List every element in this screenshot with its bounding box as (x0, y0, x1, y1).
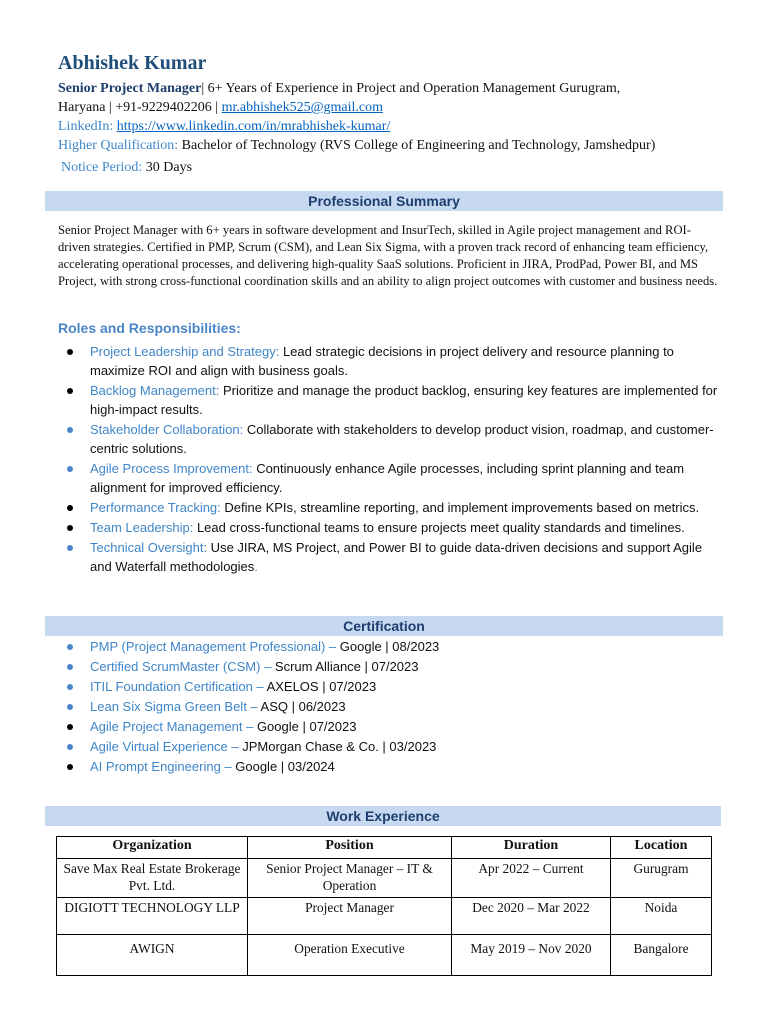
list-item (65, 518, 725, 537)
list-item (65, 757, 725, 777)
role-text: Use JIRA, MS Project, and Power BI to guide data-driven decisions and support Agile and Waterfall methodologies (90, 540, 703, 574)
job-title: Senior Project Manager (58, 81, 202, 96)
summary-paragraph: Senior Project Manager with 6+ years in software development and InsurTech, skilled in Agile project management and ROI-driven strategies. Certified in PMP, Scrum (CSM), and Lean Six Sigma, with a proven track record of enhancing team efficiency, accelerating operational processes, and delivering high-quality SaaS solutions. Proficient in JIRA, ProdPad, Power BI, and MS Project, with strong cross-functional coordination skills and an ability to align project outcomes with customer and business needs. (58, 223, 718, 288)
roles-list (65, 342, 725, 577)
certification-detail: Google | 08/2023 (339, 639, 440, 654)
header-line-qualification (58, 136, 655, 155)
qualification-label: Higher Qualification: (58, 138, 179, 153)
cell-organization: AWIGN (57, 935, 248, 976)
list-item (65, 717, 725, 737)
role-label: Technical Oversight: (90, 540, 208, 555)
table-row (57, 898, 712, 935)
linkedin-link[interactable]: https://www.linkedin.com/in/mrabhishek-kumar/ (116, 119, 391, 134)
certification-detail: ASQ | 06/2023 (260, 699, 346, 714)
list-item (65, 538, 725, 576)
section-header-certification: Certification (45, 616, 723, 636)
certification-name: AI Prompt Engineering – (90, 759, 236, 774)
cell-location: Bangalore (611, 935, 712, 976)
list-item (65, 637, 725, 657)
role-text: Define KPIs, streamline reporting, and implement improvements based on metrics. (220, 500, 700, 515)
certification-detail: AXELOS | 07/2023 (266, 679, 377, 694)
column-header-duration: Duration (452, 837, 611, 859)
role-text: Prioritize and manage the product backlog, ensuring key features are implemented for high-impact results. (90, 383, 718, 417)
bullet-icon (67, 664, 73, 670)
cell-location: Noida (611, 898, 712, 935)
item-tail: . (254, 559, 258, 574)
role-label: Project Leadership and Strategy: (90, 344, 280, 359)
bullet-icon (67, 427, 73, 433)
candidate-name: Abhishek Kumar (58, 52, 207, 74)
header-line-notice (61, 158, 192, 177)
certification-name: Agile Virtual Experience – (90, 739, 243, 754)
bullet-icon (67, 545, 73, 551)
certification-detail: Scrum Alliance | 07/2023 (274, 659, 419, 674)
cell-duration: Dec 2020 – Mar 2022 (452, 898, 611, 935)
role-label: Backlog Management: (90, 383, 220, 398)
location-phone: Haryana | +91-9229402206 | (58, 100, 222, 115)
list-item (65, 677, 725, 697)
list-item (65, 459, 725, 497)
bullet-icon (67, 724, 73, 730)
header-line-contact (58, 98, 383, 117)
list-item (65, 498, 725, 517)
notice-value: 30 Days (145, 160, 193, 175)
certification-detail: Google | 07/2023 (256, 719, 357, 734)
certification-list (65, 637, 725, 777)
role-text: Lead cross-functional teams to ensure projects meet quality standards and timelines. (193, 520, 685, 535)
table-row (57, 859, 712, 898)
role-label: Team Leadership: (90, 520, 194, 535)
section-header-work: Work Experience (45, 806, 721, 826)
header-line-linkedin (58, 117, 390, 136)
certification-name: Agile Project Management – (90, 719, 257, 734)
cell-organization: Save Max Real Estate Brokerage Pvt. Ltd. (57, 859, 248, 898)
bullet-icon (67, 684, 73, 690)
work-experience-table (56, 836, 712, 976)
column-header-position: Position (248, 837, 452, 859)
certification-name: PMP (Project Management Professional) – (90, 639, 340, 654)
column-header-organization: Organization (57, 837, 248, 859)
role-text: Collaborate with stakeholders to develop product vision, roadmap, and customer-centric solutions. (90, 422, 714, 456)
bullet-icon (67, 644, 73, 650)
bullet-icon (67, 525, 73, 531)
notice-label: Notice Period: (61, 160, 143, 175)
certification-name: Lean Six Sigma Green Belt – (90, 699, 261, 714)
list-item (65, 420, 725, 458)
email-link[interactable]: mr.abhishek525@gmail.com (221, 100, 384, 115)
bullet-icon (67, 505, 73, 511)
table-header-row (57, 837, 712, 859)
qualification-value: Bachelor of Technology (RVS College of Engineering and Technology, Jamshedpur) (181, 138, 656, 153)
bullet-icon (67, 349, 73, 355)
section-header-summary: Professional Summary (45, 191, 723, 211)
bullet-icon (67, 466, 73, 472)
list-item (65, 657, 725, 677)
cell-location: Gurugram (611, 859, 712, 898)
list-item (65, 697, 725, 717)
list-item (65, 737, 725, 757)
cell-organization: DIGIOTT TECHNOLOGY LLP (57, 898, 248, 935)
roles-heading: Roles and Responsibilities: (58, 320, 241, 336)
certification-detail: JPMorgan Chase & Co. | 03/2023 (242, 739, 437, 754)
experience-summary: | 6+ Years of Experience in Project and Operation Management Gurugram, (201, 81, 621, 96)
role-text: Continuously enhance Agile processes, including sprint planning and team alignment for improved efficiency. (90, 461, 685, 495)
bullet-icon (67, 388, 73, 394)
certification-detail: Google | 03/2024 (235, 759, 335, 774)
bullet-icon (67, 764, 73, 770)
bullet-icon (67, 744, 73, 750)
role-label: Performance Tracking: (90, 500, 221, 515)
certification-name: Certified ScrumMaster (CSM) – (90, 659, 275, 674)
cell-position: Project Manager (248, 898, 452, 935)
role-label: Agile Process Improvement: (90, 461, 253, 476)
column-header-location: Location (611, 837, 712, 859)
bullet-icon (67, 704, 73, 710)
role-label: Stakeholder Collaboration: (90, 422, 244, 437)
certification-name: ITIL Foundation Certification – (90, 679, 267, 694)
cell-position: Operation Executive (248, 935, 452, 976)
header-line-title (58, 79, 620, 98)
cell-position: Senior Project Manager – IT & Operation (248, 859, 452, 898)
list-item (65, 381, 725, 419)
list-item (65, 342, 725, 380)
role-text: Lead strategic decisions in project delivery and resource planning to maximize ROI and align with business goals. (90, 344, 674, 378)
cell-duration: Apr 2022 – Current (452, 859, 611, 898)
table-row (57, 935, 712, 976)
cell-duration: May 2019 – Nov 2020 (452, 935, 611, 976)
linkedin-label: LinkedIn: (58, 119, 114, 134)
